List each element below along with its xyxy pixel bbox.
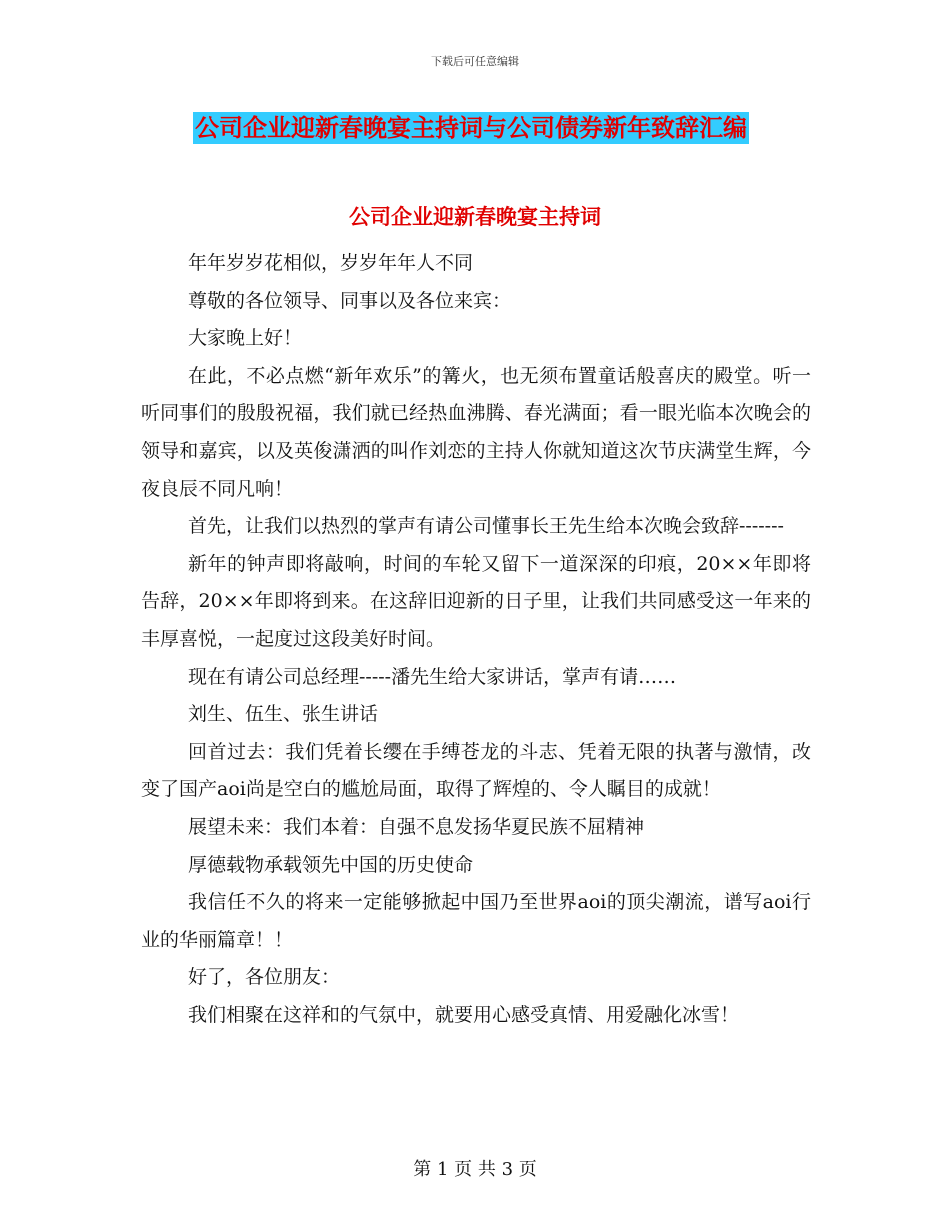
- paragraph: 回首过去：我们凭着长缨在手缚苍龙的斗志、凭着无限的执著与激情，改变了国产aoi尚是空白的尴尬局面，取得了辉煌的、令人瞩目的成就！: [141, 740, 811, 801]
- paragraph: 现在有请公司总经理-----潘先生给大家讲话，掌声有请……: [188, 665, 677, 688]
- paragraph: 好了，各位朋友：: [188, 966, 341, 989]
- paragraph: 大家晚上好！: [188, 327, 303, 350]
- paragraph: 展望未来：我们本着：自强不息发扬华夏民族不屈精神: [188, 815, 645, 838]
- paragraph: 刘生、伍生、张生讲话: [188, 703, 379, 726]
- page-number: 第 1 页 共 3 页: [413, 1159, 537, 1180]
- paragraph: 厚德载物承载领先中国的历史使命: [188, 853, 474, 876]
- paragraph: 新年的钟声即将敲响，时间的车轮又留下一道深深的印痕，20××年即将告辞，20××年即将到来。在这辞旧迎新的日子里，让我们共同感受这一年来的丰厚喜悦，一起度过这段美好时间。: [141, 552, 811, 650]
- paragraph: 我们相聚在这祥和的气氛中，就要用心感受真情、用爱融化冰雪！: [188, 1003, 740, 1026]
- paragraph: 首先，让我们以热烈的掌声有请公司懂事长王先生给本次晚会致辞-------: [188, 515, 784, 538]
- section-title: 公司企业迎新春晚宴主持词: [349, 205, 601, 229]
- document-title: 公司企业迎新春晚宴主持词与公司债券新年致辞汇编: [195, 114, 747, 142]
- header-note: 下载后可任意编辑: [431, 55, 519, 68]
- document-body: [141, 245, 811, 1034]
- paragraph: 我信任不久的将来一定能够掀起中国乃至世界aoi的顶尖潮流，谱写aoi行业的华丽篇章！！: [141, 891, 811, 951]
- paragraph: 在此，不必点燃“新年欢乐”的篝火，也无须布置童话般喜庆的殿堂。听一听同事们的殷殷祝福，我们就已经热血沸腾、春光满面；看一眼光临本次晚会的领导和嘉宾，以及英俊潇洒的叫作刘恋的主持人你就知道这次节庆满堂生辉，今夜良辰不同凡响！: [141, 364, 811, 500]
- paragraph: 尊敬的各位领导、同事以及各位来宾：: [188, 289, 512, 312]
- paragraph: 年年岁岁花相似，岁岁年年人不同: [188, 252, 474, 274]
